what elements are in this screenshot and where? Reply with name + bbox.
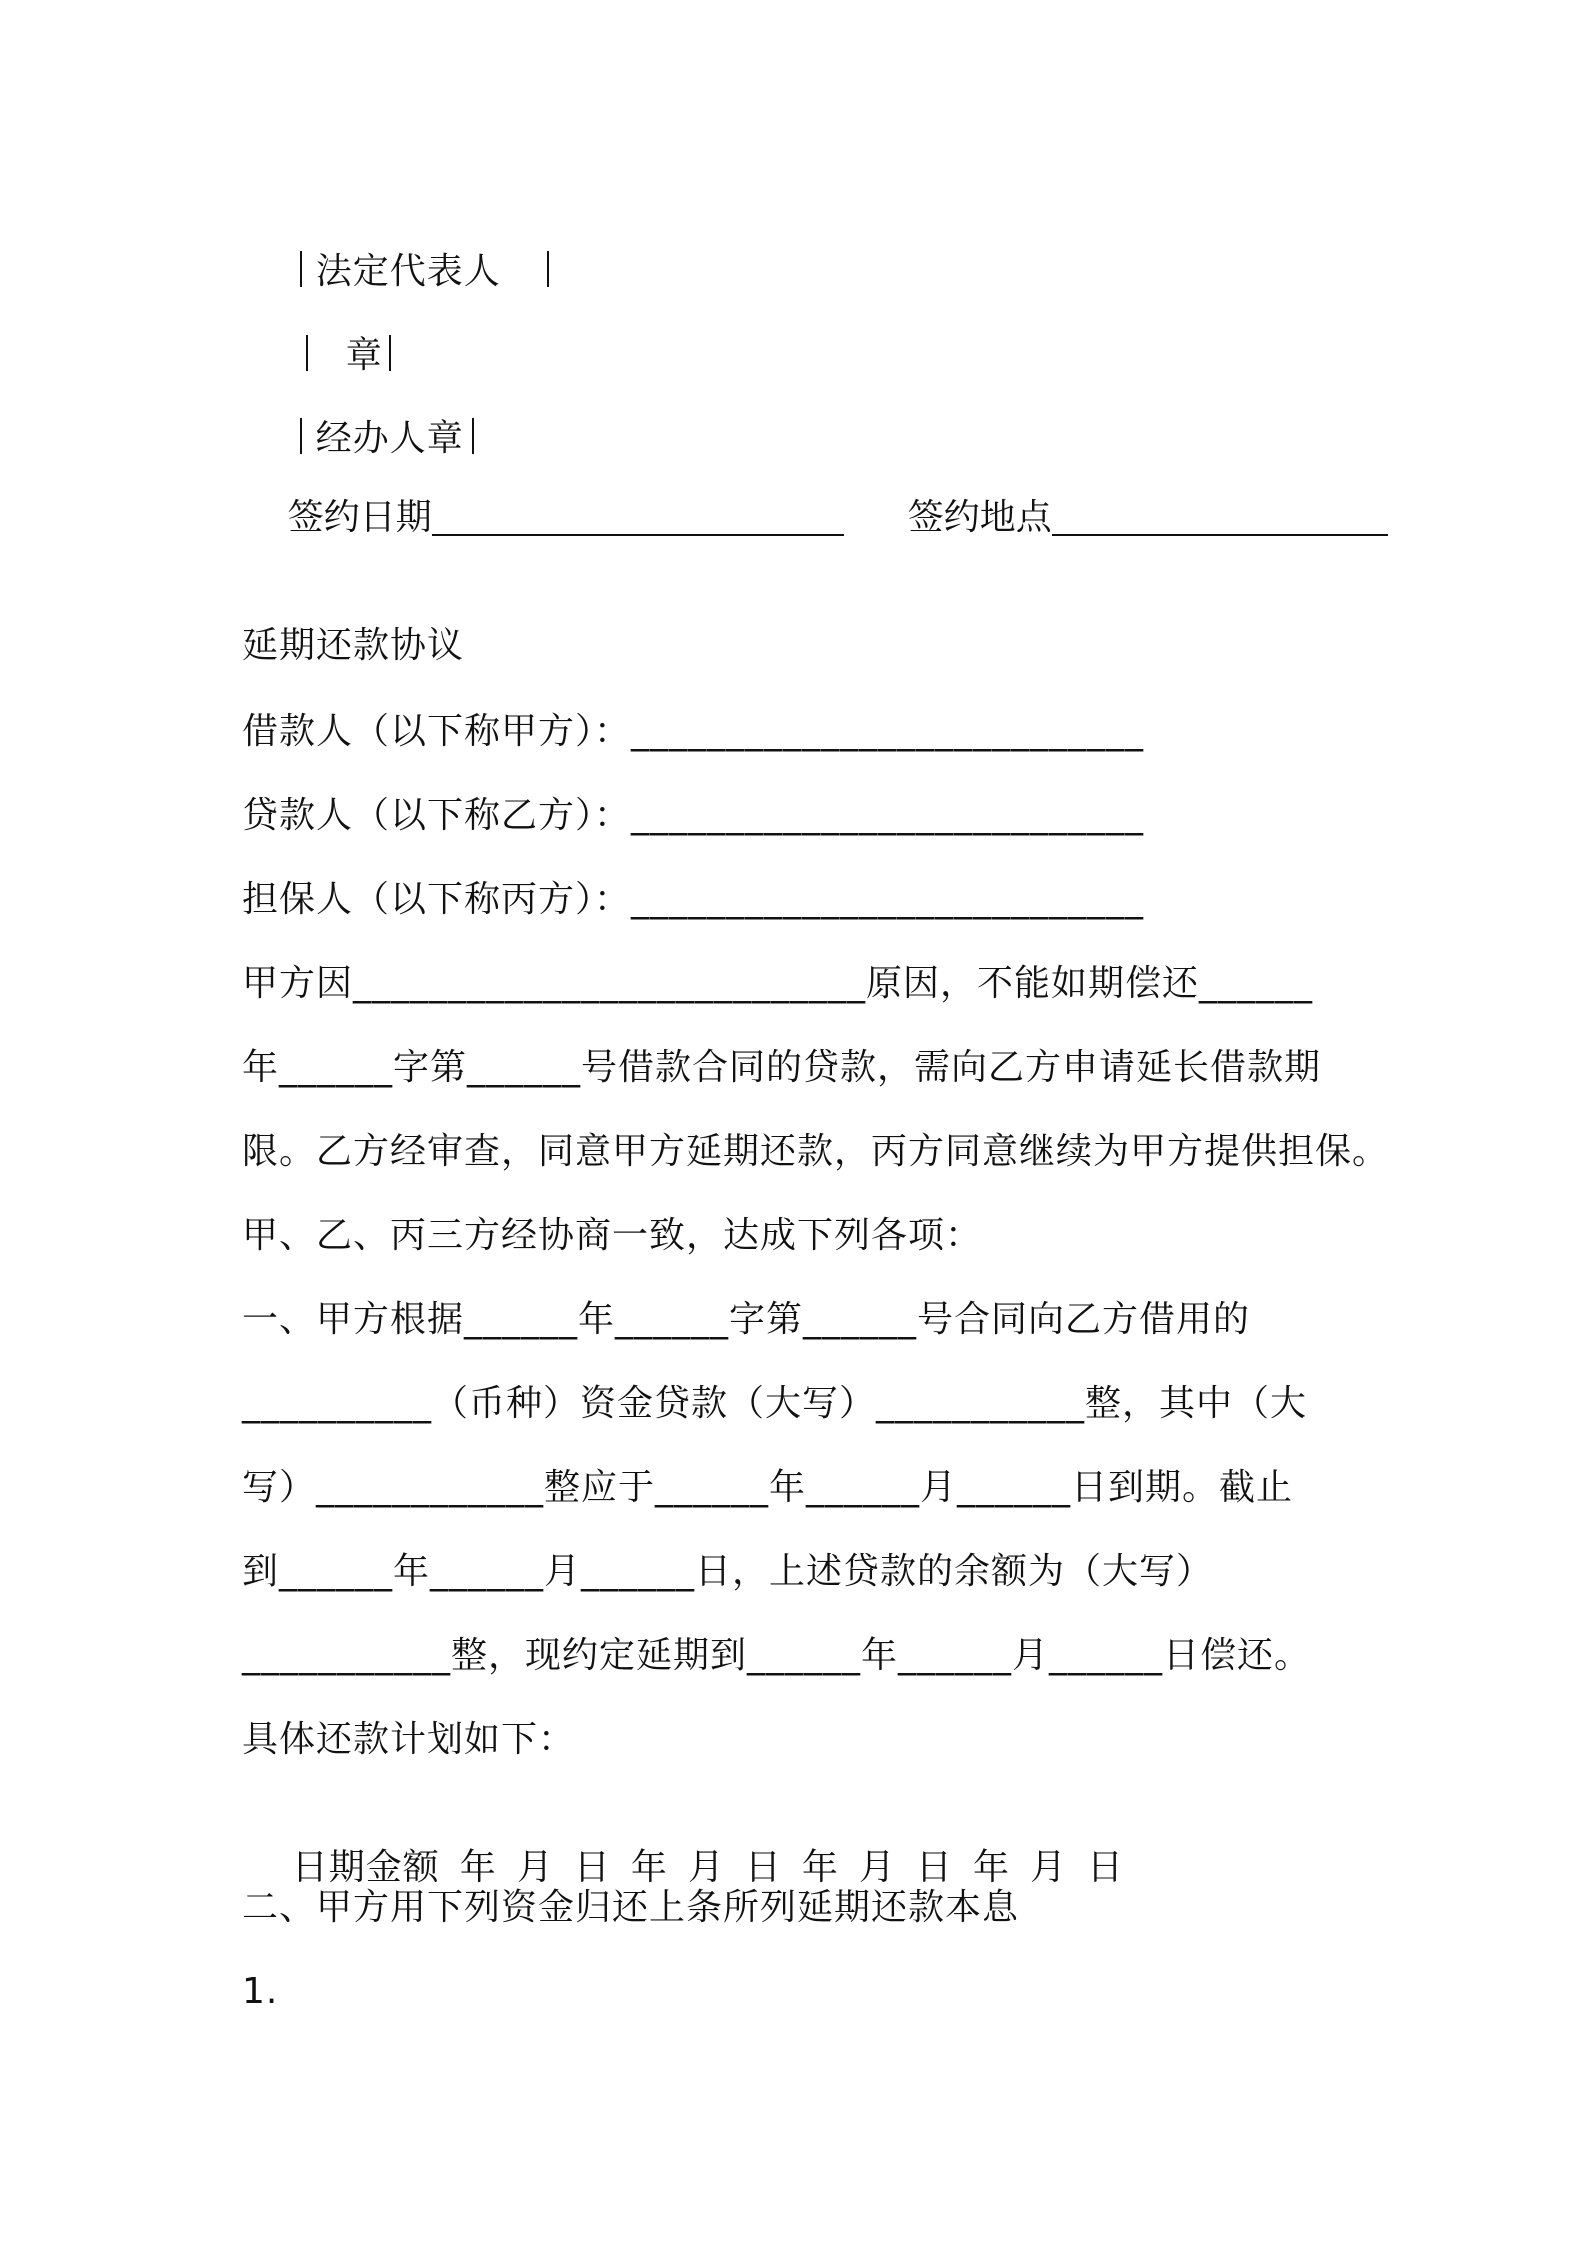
para1-line3: 限。乙方经审查，同意甲方延期还款，丙方同意继续为甲方提供担保。 [242, 1131, 1390, 1172]
bar-divider [547, 251, 549, 287]
plan-header-cell: 月 [858, 1847, 896, 1888]
item1-line4: 到______年______月______日，上述贷款的余额为（大写） [242, 1551, 1214, 1592]
plan-header-row [242, 1802, 1144, 1888]
plan-header-cell: 日期金额 [291, 1847, 440, 1888]
agreement-title: 延期还款协议 [242, 625, 465, 666]
sign-place-label: 签约地点 [907, 497, 1052, 538]
sign-date-field [242, 452, 844, 538]
plan-header-cell: 年 [801, 1847, 839, 1888]
bar-divider [472, 418, 474, 454]
seal-label: 章 [345, 335, 383, 376]
plan-header-cell: 日 [573, 1847, 611, 1888]
plan-header-cell: 日 [1086, 1847, 1124, 1888]
handler-seal-row [242, 373, 488, 459]
plan-header-cell: 年 [459, 1847, 497, 1888]
plan-header-cell: 年 [630, 1847, 668, 1888]
item2-line: 二、甲方用下列资金归还上条所列延期还款本息 [242, 1887, 1020, 1928]
sign-date-blank[interactable] [432, 496, 844, 536]
para2-line: 甲、乙、丙三方经协商一致，达成下列各项： [242, 1215, 983, 1256]
bar-divider [300, 251, 302, 287]
plan-header-cell: 日 [744, 1847, 782, 1888]
bar-divider [389, 335, 391, 371]
legal-rep-row [242, 206, 563, 292]
item1-line2: __________（币种）资金贷款（大写）___________整，其中（大 [242, 1383, 1308, 1424]
item1-line3: 写）____________整应于______年______月______日到期。截止 [242, 1467, 1294, 1508]
plan-label: 具体还款计划如下： [242, 1719, 576, 1760]
bar-divider [306, 335, 308, 371]
sign-date-label: 签约日期 [287, 497, 432, 538]
handler-seal-label: 经办人章 [315, 418, 464, 459]
seal-row [242, 290, 405, 376]
item2-sub1: 1. [242, 1971, 279, 2012]
item1-line1: 一、甲方根据______年______字第______号合同向乙方借用的 [242, 1299, 1251, 1340]
plan-header-cell: 月 [687, 1847, 725, 1888]
plan-header-cell: 月 [516, 1847, 554, 1888]
sign-place-blank[interactable] [1052, 496, 1388, 536]
lender-line: 贷款人（以下称乙方）：___________________________ [242, 795, 1145, 836]
para1-line2: 年______字第______号借款合同的贷款，需向乙方申请延长借款期 [242, 1047, 1322, 1088]
plan-header-cell: 日 [915, 1847, 953, 1888]
item1-line5: ___________整，现约定延期到______年______月______日偿还。 [242, 1635, 1312, 1676]
plan-header-cell: 月 [1029, 1847, 1067, 1888]
borrower-line: 借款人（以下称甲方）：___________________________ [242, 711, 1145, 752]
para1-line1: 甲方因___________________________原因，不能如期偿还______ [242, 963, 1314, 1004]
sign-place-field [862, 452, 1388, 538]
plan-header-cell: 年 [972, 1847, 1010, 1888]
bar-divider [300, 418, 302, 454]
guarantor-line: 担保人（以下称丙方）：___________________________ [242, 879, 1145, 920]
legal-rep-label: 法定代表人 [315, 251, 501, 292]
